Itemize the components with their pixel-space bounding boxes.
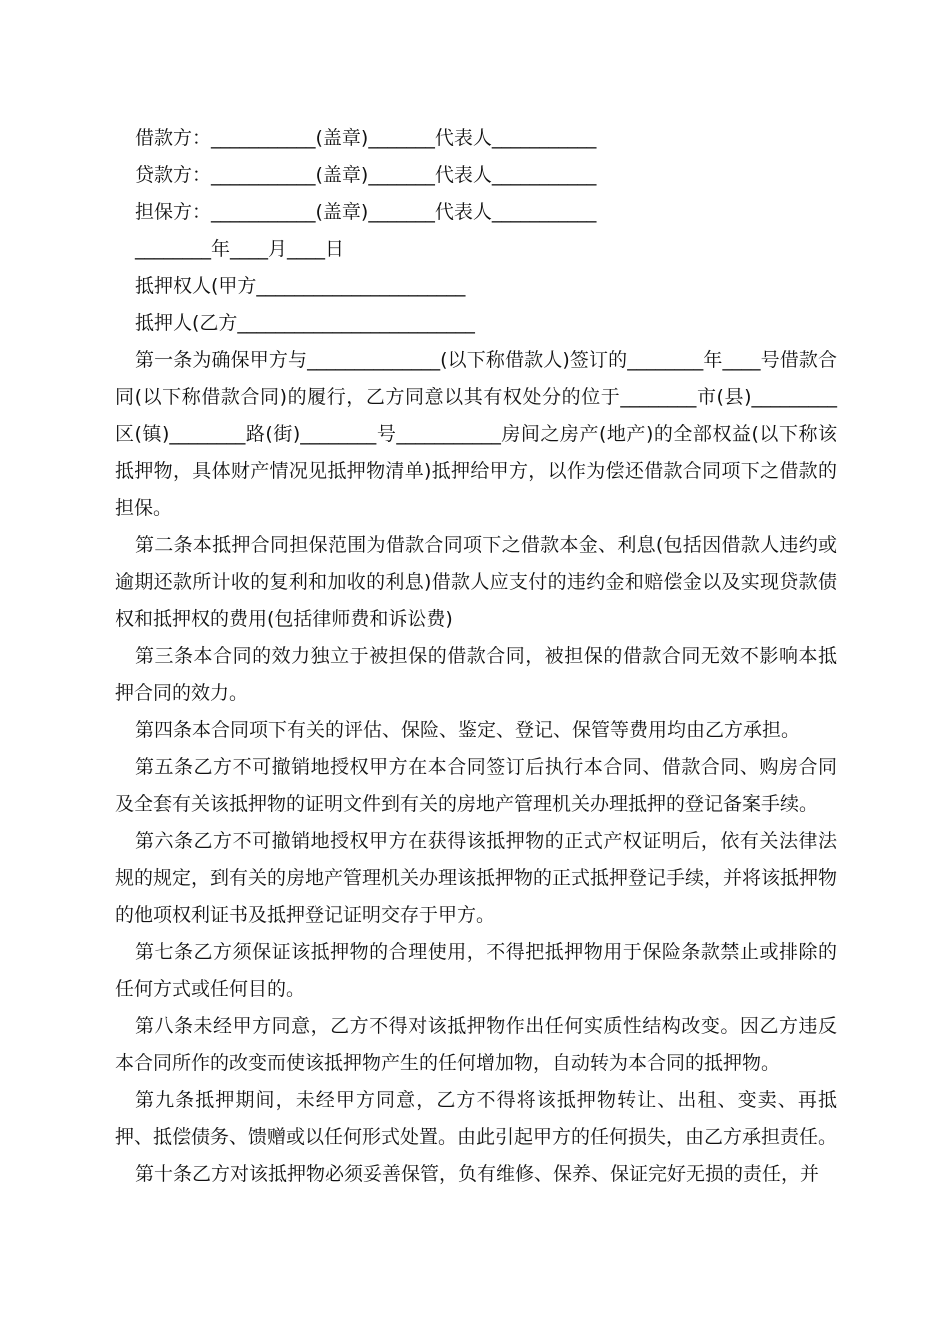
lender-signature-line: 贷款方：___________(盖章)_______代表人___________: [135, 164, 597, 186]
contract-page: [115, 120, 837, 1193]
article-4: 第四条本合同项下有关的评估、保险、鉴定、登记、保管等费用均由乙方承担。: [135, 719, 801, 741]
article-2: 第二条本抵押合同担保范围为借款合同项下之借款本金、利息(包括因借款人违约或逾期还款所计收的复利和加收的利息)借款人应支付的违约金和赔偿金以及实现贷款债权和抵押权的费用(包括律师费和诉讼费): [115, 534, 837, 630]
borrower-signature-line: 借款方：___________(盖章)_______代表人___________: [135, 127, 597, 149]
article-7: 第七条乙方须保证该抵押物的合理使用，不得把抵押物用于保险条款禁止或排除的任何方式或任何目的。: [115, 941, 837, 1000]
article-1: 第一条为确保甲方与______________(以下称借款人)签订的________年____号借款合同(以下称借款合同)的履行，乙方同意以其有权处分的位于________市(县)_________区(镇)________路(街)________号___________房间之房产(地产)的全部权益(以下称该抵押物，具体财产情况见抵押物清单)抵押给甲方，以作为偿还借款合同项下之借款的担保。: [115, 349, 837, 519]
article-3: 第三条本合同的效力独立于被担保的借款合同，被担保的借款合同无效不影响本抵押合同的效力。: [115, 645, 837, 704]
article-10: 第十条乙方对该抵押物必须妥善保管，负有维修、保养、保证完好无损的责任，并: [135, 1163, 820, 1185]
article-6: 第六条乙方不可撤销地授权甲方在获得该抵押物的正式产权证明后，依有关法律法规的规定，到有关的房地产管理机关办理该抵押物的正式抵押登记手续，并将该抵押物的他项权利证书及抵押登记证明交存于甲方。: [115, 830, 838, 926]
article-5: 第五条乙方不可撤销地授权甲方在本合同签订后执行本合同、借款合同、购房合同及全套有关该抵押物的证明文件到有关的房地产管理机关办理抵押的登记备案手续。: [115, 756, 837, 815]
mortgagee-line: 抵押权人(甲方______________________: [135, 275, 466, 297]
mortgagor-line: 抵押人(乙方_________________________: [135, 312, 475, 334]
article-8: 第八条未经甲方同意，乙方不得对该抵押物作出任何实质性结构改变。因乙方违反本合同所作的改变而使该抵押物产生的任何增加物，自动转为本合同的抵押物。: [115, 1015, 837, 1074]
article-9: 第九条抵押期间，未经甲方同意，乙方不得将该抵押物转让、出租、变卖、再抵押、抵偿债务、馈赠或以任何形式处置。由此引起甲方的任何损失，由乙方承担责任。: [115, 1089, 838, 1148]
date-line: ________年____月____日: [135, 238, 345, 260]
guarantor-signature-line: 担保方：___________(盖章)_______代表人___________: [135, 201, 597, 223]
